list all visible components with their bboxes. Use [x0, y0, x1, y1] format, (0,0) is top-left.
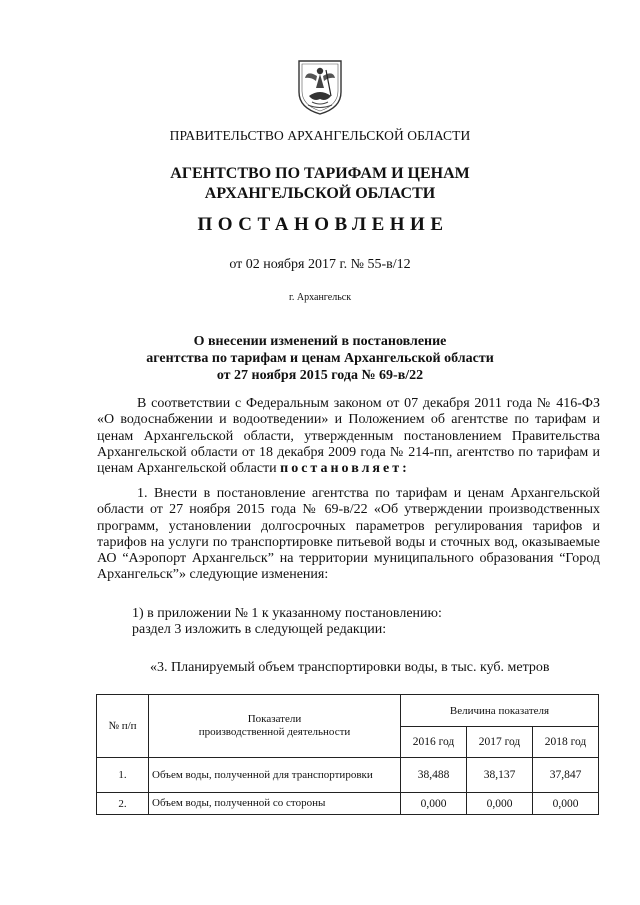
row-num: 2.: [97, 793, 149, 815]
row-num: 1.: [97, 758, 149, 793]
header-value: Величина показателя: [401, 695, 599, 727]
header-indicators-line2: производственной деятельности: [198, 726, 351, 738]
row-value: 0,000: [533, 793, 599, 815]
preamble-paragraph: [97, 396, 600, 477]
preamble-text: В соответствии с Федеральным законом от 07 декабря 2011 года № 416-ФЗ «О водоснабжении и водоотведении» и Положением об агентстве по тарифам и ценам Архангельской области, утвержденным постановлением Правительства Архангельской области от 18 декабря 2009 года № 214-пп, агентство по тарифам и ценам Архангельской области: [97, 396, 600, 477]
water-transport-table: [96, 694, 599, 815]
row-indicator: Объем воды, полученной со стороны: [149, 793, 401, 815]
table-title: «3. Планируемый объем транспортировки воды, в тыс. куб. метров: [150, 660, 550, 675]
table-row: [97, 793, 599, 815]
item-1-paragraph: [97, 486, 600, 584]
coat-of-arms-icon: [296, 58, 344, 116]
government-name: ПРАВИТЕЛЬСТВО АРХАНГЕЛЬСКОЙ ОБЛАСТИ: [169, 128, 471, 143]
table-row: [97, 758, 599, 793]
decree-title: ПОСТАНОВЛЕНИЕ: [197, 214, 449, 235]
item-1-text: 1. Внести в постановление агентства по тарифам и ценам Архангельской области от 27 ноября 2015 года № 69-в/22 «Об утверждении производственных программ, установлении долгосрочных параметров регулирования тарифов и тарифов на услуги по транспортировке питьевой воды и сточных вод, оказываемые АО “Аэропорт Архангельск” на территории муниципального образования “Город Архангельск”» следующие изменения:: [97, 486, 600, 583]
subject-line2: агентства по тарифам и ценам Архангельской области: [146, 351, 494, 366]
subitem-paragraph: [97, 606, 600, 639]
decree-city: г. Архангельск: [288, 292, 352, 303]
agency-name-line2: АРХАНГЕЛЬСКОЙ ОБЛАСТИ: [204, 185, 436, 202]
row-value: 38,137: [467, 758, 533, 793]
header-num: № п/п: [97, 695, 149, 758]
subitem-line1: 1) в приложении № 1 к указанному постановлению:: [132, 606, 442, 621]
row-value: 0,000: [401, 793, 467, 815]
agency-name-line1: АГЕНТСТВО ПО ТАРИФАМ И ЦЕНАМ: [170, 165, 470, 182]
row-value: 0,000: [467, 793, 533, 815]
header-indicators-line1: Показатели: [247, 713, 302, 725]
row-value: 37,847: [533, 758, 599, 793]
decree-subject: [0, 333, 640, 384]
row-value: 38,488: [401, 758, 467, 793]
subject-line3: от 27 ноября 2015 года № 69-в/22: [216, 368, 424, 383]
subitem-line2: раздел 3 изложить в следующей редакции:: [132, 622, 387, 638]
subject-line1: О внесении изменений в постановление: [193, 334, 447, 349]
decree-date-number: от 02 ноября 2017 г. № 55-в/12: [229, 257, 411, 272]
row-indicator: Объем воды, полученной для транспортировки: [149, 758, 401, 793]
header-indicators: [149, 695, 401, 758]
header-year: 2018 год: [533, 727, 599, 758]
resolves-word: постановляет:: [280, 461, 410, 477]
header-year: 2016 год: [401, 727, 467, 758]
agency-name: [0, 164, 640, 204]
header-year: 2017 год: [467, 727, 533, 758]
